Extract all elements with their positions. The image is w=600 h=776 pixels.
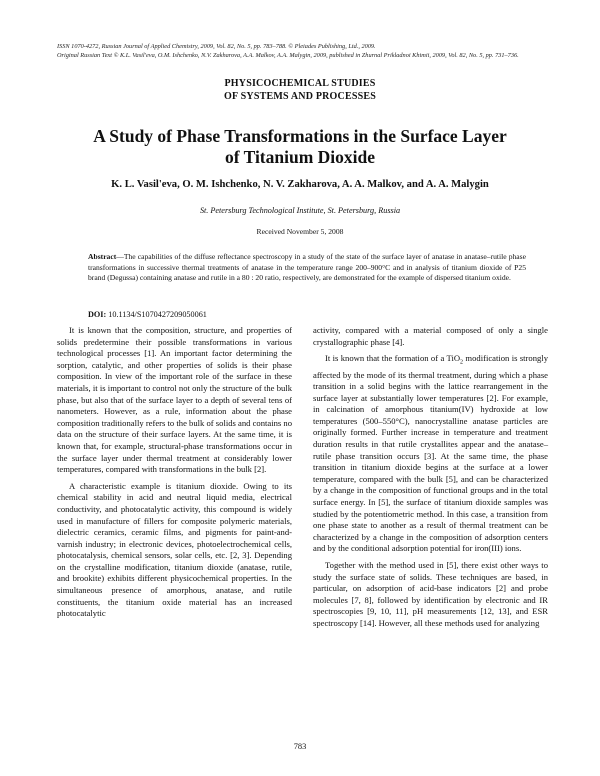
abstract-text: —The capabilities of the diffuse reflectance spectroscopy in a study of the state of the surface layer of anatase in anatase–rutile phase transformations in successive thermal treatments of anatase in the temperature range 200–900°C and in analysis of titanium dioxide of P25 brand (Degussa) containing anatase and rutile in a 80 : 20 ratio, respectively, are demonstrated for the example of dispersed titanium oxide.	[88, 252, 526, 282]
abstract-label: Abstract	[88, 252, 117, 261]
subscript: 2	[460, 359, 464, 366]
section-heading-line1: PHYSICOCHEMICAL STUDIES	[224, 78, 376, 89]
paragraph-text: It is known that the formation of a TiO	[325, 353, 461, 364]
left-column	[57, 325, 292, 620]
authors: K. L. Vasil'eva, O. M. Ishchenko, N. V. Zakharova, A. A. Malkov, and A. A. Malygin	[111, 179, 489, 190]
paper-title-line1: A Study of Phase Transformations in the Surface Layer	[93, 126, 507, 146]
section-heading-line2: OF SYSTEMS AND PROCESSES	[224, 91, 376, 102]
paragraph-text: modification is strongly affected by the mode of its thermal treatment, during which a phase transition in a solid begins with the lattice rearrangement in the surface layer at substantially lower temperatures [2]. For example, in calcination of amorphous titanium(IV) hydroxide at low temperatures (500–550°C), nanocrystalline anatase particles are originally formed. Further increase in temperature and treatment duration results in that rutile crystallites appear and the anatase–rutile phase transition occurs [3]. At the same time, the phase transition in titanium dioxide begins at the surface at a lower temperature, compared with the bulk [5], and can be characterized by a change in the composition of functional groups and in the total surface energy. In [5], the surface of titanium dioxide samples was studied by the potentiometric method. In this case, a transition from one phase state to another as a result of thermal treatment can be characterized by a change in the composition of adsorption centers and by the conditional adsorption potential for iron(III) ions.	[313, 353, 548, 554]
doi	[88, 310, 207, 319]
paragraph	[313, 353, 548, 555]
affiliation: St. Petersburg Technological Institute, St. Petersburg, Russia	[199, 206, 401, 215]
original-text-line: Original Russian Text © K.L. Vasil'eva, O.M. Ishchenko, N.V. Zakharova, A.A. Malkov, A.A. Malygin, 2009, published in Zhurnal Prikladnoi Khimii, 2009, Vol. 82, No. 5, pp. 731–736.	[57, 52, 519, 60]
journal-citation-line: ISSN 1070-4272, Russian Journal of Applied Chemistry, 2009, Vol. 82, No. 5, pp. 783–788. © Pleiades Publishing, Ltd., 2009.	[57, 43, 376, 50]
paper-title-line2: of Titanium Dioxide	[224, 147, 376, 167]
right-column	[313, 325, 548, 630]
paper-title	[40, 126, 560, 168]
abstract	[88, 252, 526, 284]
received-date: Received November 5, 2008	[256, 227, 344, 236]
paragraph: It is known that the composition, structure, and properties of solids predetermine their possible transformations in various technological processes [1]. An important factor determining the sorption, catalytic, and other properties of solids is their phase composition. In view of the important role of the surface in these materials, it is important to control not only the structure of the bulk phase, but also that of the surface layer to a depth of several tens of nanometers. However, as a rule, information about the phase composition traditionally refers to the bulk of solids and contains no data on the structure of their surface layers. At the same time, it is known that, for example, structural-phase transformations occur in the surface layer under thermal treatment at considerably lower temperatures, compared with transformations in the bulk [2].	[57, 325, 292, 475]
section-heading	[0, 77, 600, 103]
paragraph: A characteristic example is titanium dioxide. Owing to its chemical stability in acid and neutral liquid media, electrical conductivity, and photocatalytic activity, this compound is widely used in manufacture of fillers for composite polymeric materials, dielectric ceramics, ceramic films, and pigments for paint-and-varnish industry; in electronic devices, photoelectrochemical cells, photocatalysis, chemical sensors, solar cells, etc. [2, 3]. Depending on the crystalline modification, titanium dioxide (anatase, rutile, and brookite) exhibits different physicochemical properties. In the simultaneous presence of amorphous, anatase, and rutile constituents, the titanium oxide material has an increased photocatalytic	[57, 480, 292, 619]
doi-value[interactable]: 10.1134/S1070427209050061	[108, 310, 207, 319]
journal-header	[57, 42, 557, 60]
paragraph: activity, compared with a material composed of only a single crystallographic phase [4].	[313, 325, 548, 347]
paragraph: Together with the method used in [5], there exist other ways to study the surface state of solids. These techniques are based, in particular, on adsorption of acid-base indicators [2] and probe molecules [7, 8], followed by identification by electronic and IR spectroscopies [9, 10, 11], pH measurements [12, 13], and ESR spectroscopy [14]. However, all these methods used for analyzing	[313, 560, 548, 628]
doi-label: DOI:	[88, 310, 107, 319]
page-number: 783	[293, 742, 307, 751]
